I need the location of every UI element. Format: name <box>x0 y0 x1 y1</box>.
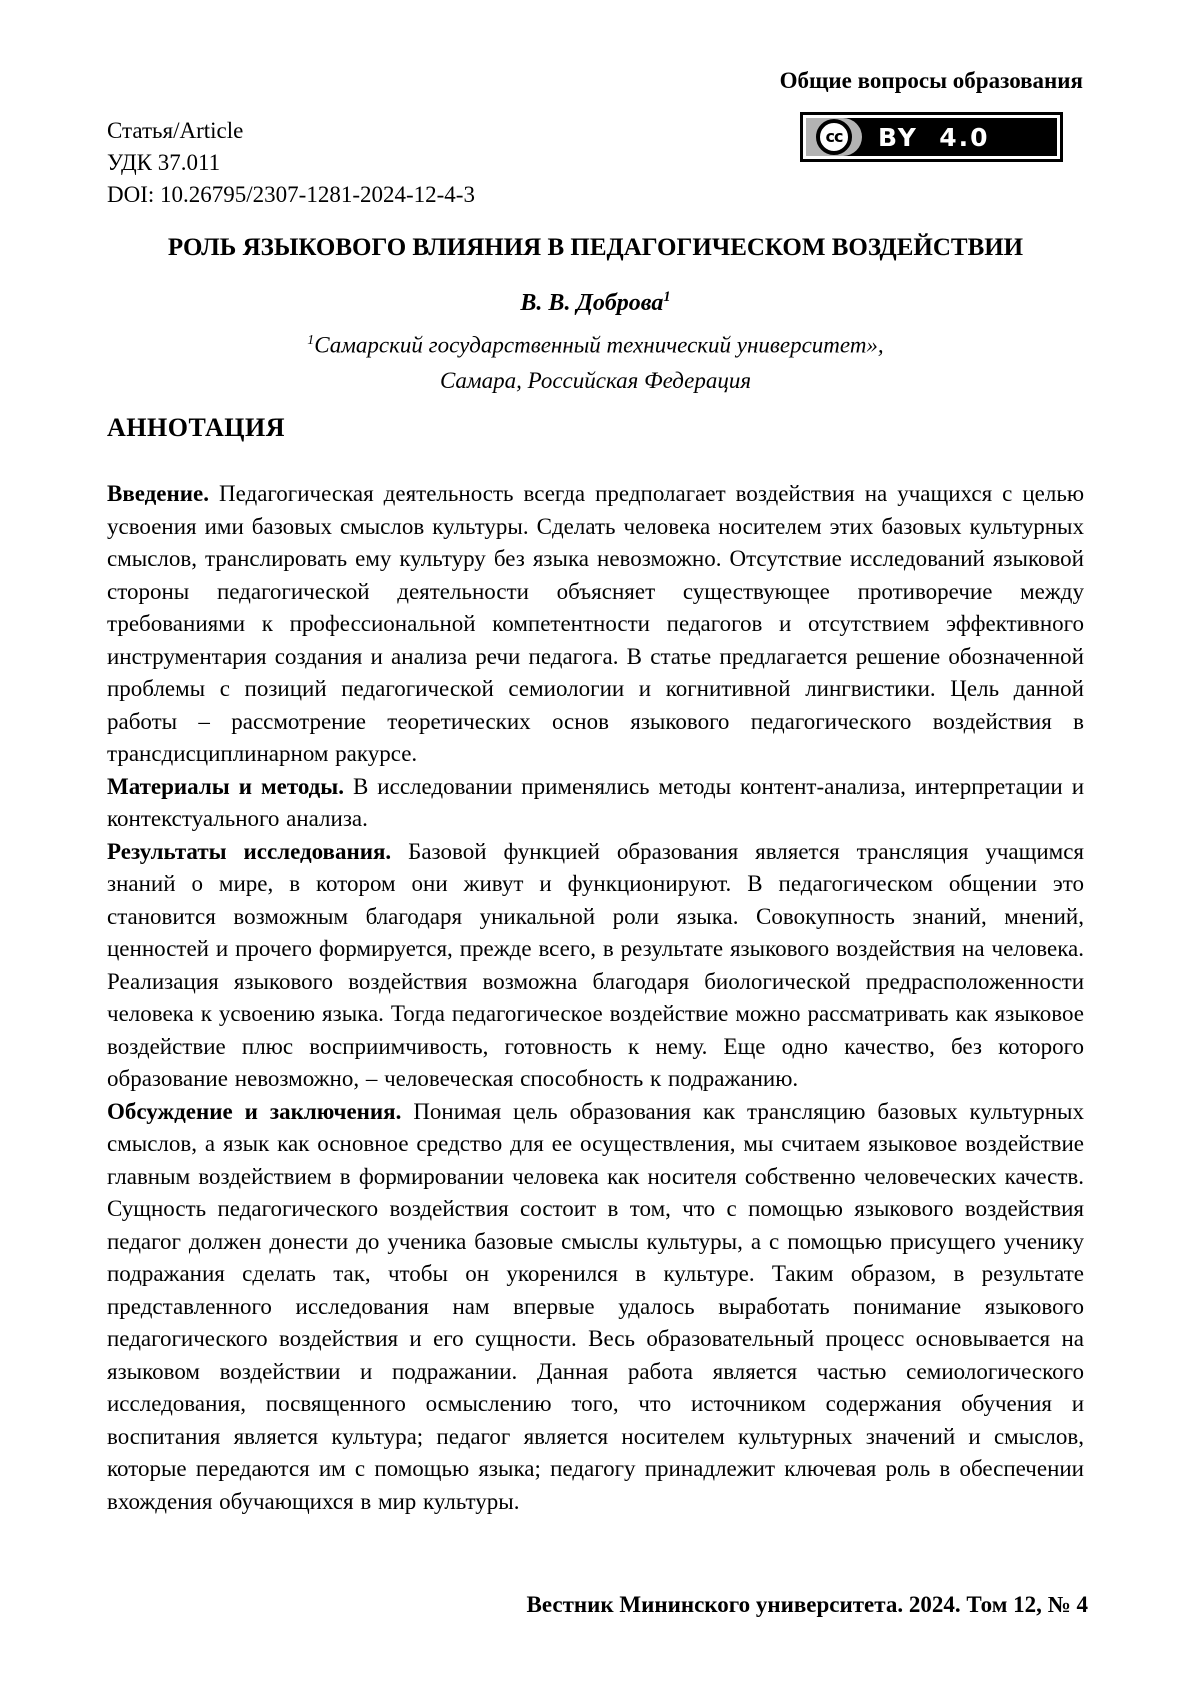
journal-section-header: Общие вопросы образования <box>779 68 1083 93</box>
author-affiliation-marker: 1 <box>663 289 671 305</box>
author-line <box>107 289 1084 317</box>
paragraph-text: Педагогическая деятельность всегда предполагает воздействия на учащихся с целью усвоения ими базовых смыслов культуры. Сделать человека носителем этих базовых культурных смыслов, транслировать ему культуру без языка невозможно. Отсутствие исследований языковой стороны педагогической деятельности объясняет существующее противоречие между требованиями к профессиональной компетентности педагогов и отсутствием эффективного инструментария создания и анализа речи педагога. В статье предлагается решение обозначенной проблемы с позиций педагогической семиологии и когнитивной лингвистики. Цель данной работы – рассмотрение теоретических основ языкового педагогического воздействия в трансдисциплинарном ракурсе. <box>107 481 1085 766</box>
article-meta <box>107 115 475 211</box>
affiliation-university: Самарский государственный технический университет», <box>314 332 884 358</box>
paragraph-lead: Результаты исследования. <box>107 838 392 864</box>
author-name: В. В. Доброва <box>520 290 664 316</box>
paragraph-lead: Материалы и методы. <box>107 773 344 799</box>
affiliation-marker: 1 <box>307 332 315 347</box>
abstract-paragraph-results <box>107 836 1084 1096</box>
abstract-heading: АННОТАЦИЯ <box>107 413 285 442</box>
paragraph-text: Базовой функцией образования является трансляция учащимся знаний о мире, в котором они живут и функционируют. В педагогическом общении это становится возможным благодаря уникальной роли языка. Совокупность знаний, мнений, ценностей и прочего формируется, прежде всего, в результате языкового воздействия на человека. Реализация языкового воздействия возможна благодаря биологической предрасположенности человека к усвоению языка. Тогда педагогическое воздействие можно рассматривать как языковое воздействие плюс восприимчивость, готовность к нему. Еще одно качество, без которого образование невозможно, – человеческая способность к подражанию. <box>107 838 1084 1091</box>
udc-number: УДК 37.011 <box>107 150 221 175</box>
cc-icon <box>806 118 862 156</box>
paragraph-text: В исследовании применялись методы контент-анализа, интерпретации и контекстуального анализа. <box>107 773 1084 831</box>
cc-by-license-badge <box>800 112 1063 162</box>
journal-footer: Вестник Мининского университета. 2024. Том 12, № 4 <box>526 1592 1088 1617</box>
article-title: РОЛЬ ЯЗЫКОВОГО ВЛИЯНИЯ В ПЕДАГОГИЧЕСКОМ ВОЗДЕЙСТВИИ <box>167 234 1024 261</box>
abstract-paragraph-introduction <box>107 478 1084 771</box>
affiliation-line-2: Самара, Российская Федерация <box>439 367 752 393</box>
cc-badge-inner <box>803 115 1060 159</box>
paragraph-text: Понимая цель образования как трансляцию базовых культурных смыслов, а язык как основное средство для ее осуществления, мы считаем языковое воздействие главным воздействием в формировании человека как носителя собственно человеческих качеств. Сущность педагогического воздействия состоит в том, что с помощью языкового воздействия педагог должен донести до ученика базовые смыслы культуры, а с помощью присущего ученику подражания сделать так, чтобы он укоренился в культуре. Таким образом, в результате представленного исследования нам впервые удалось выработать понимание языкового педагогического воздействия и его сущности. Весь образовательный процесс основывается на языковом воздействии и подражании. Данная работа является частью семиологического исследования, посвященного осмыслению того, что источником содержания обучения и воспитания является культура; педагог является носителем культурных значений и смыслов, которые передаются им с помощью языка; педагогу принадлежит ключевая роль в обеспечении вхождения обучающихся в мир культуры. <box>107 1098 1084 1514</box>
paragraph-lead: Обсуждение и заключения. <box>107 1098 402 1124</box>
cc-license-label: BY 4.0 <box>878 122 990 152</box>
abstract-paragraph-materials-methods <box>107 771 1084 836</box>
doi-number: DOI: 10.26795/2307-1281-2024-12-4-3 <box>107 182 475 207</box>
affiliation-line-1 <box>107 322 1084 363</box>
affiliation-block <box>107 322 1084 398</box>
cc-circle-glyph: cc <box>816 119 852 155</box>
article-type-label: Статья/Article <box>107 118 244 143</box>
abstract-body <box>107 478 1084 1518</box>
paragraph-lead: Введение. <box>107 481 209 506</box>
abstract-paragraph-discussion-conclusions <box>107 1096 1084 1519</box>
